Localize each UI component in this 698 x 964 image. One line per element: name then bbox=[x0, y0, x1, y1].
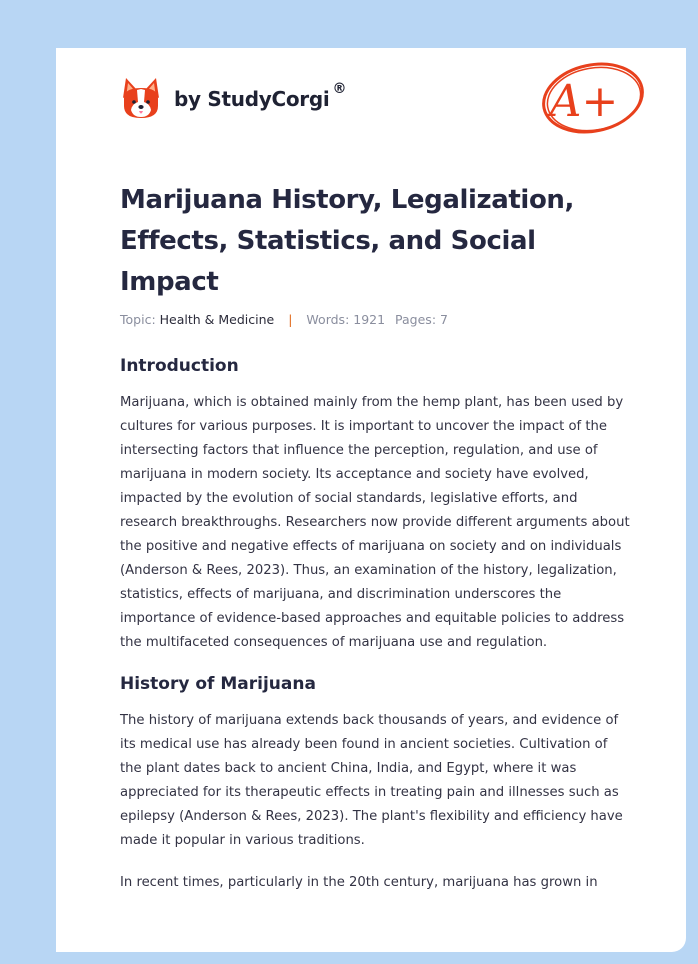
document-page bbox=[56, 48, 686, 952]
paragraph: Marijuana, which is obtained mainly from the hemp plant, has been used by cultures for various purposes. It is important to uncover the impact of the intersecting factors that influence the perception, regulation, and use of marijuana in modern society. Its acceptance and society have evolved, impacted by the evolution of social standards, legislative efforts, and research breakthroughs. Researchers now provide different arguments about the positive and negative effects of marijuana on society and on individuals (Anderson & Rees, 2023). Thus, an examination of the history, legalization, statistics, effects of marijuana, and discrimination underscores the importance of evidence-based approaches and equitable policies to address the multifaceted consequences of marijuana use and regulation. bbox=[120, 395, 630, 650]
grade-text: A+ bbox=[549, 76, 619, 127]
document-body bbox=[120, 354, 630, 895]
meta-separator: | bbox=[288, 312, 293, 327]
brand-header[interactable] bbox=[120, 76, 346, 122]
section-heading-introduction: Introduction bbox=[120, 356, 239, 376]
word-count: Words: 1921 bbox=[306, 312, 386, 327]
topic-label: Topic: bbox=[120, 312, 156, 327]
brand-name: by StudyCorgi ® bbox=[174, 81, 347, 111]
corgi-icon bbox=[120, 76, 162, 122]
paragraph: In recent times, particularly in the 20th century, marijuana has grown in bbox=[120, 875, 598, 890]
topic-link[interactable]: Health & Medicine bbox=[159, 312, 275, 327]
page-count: Pages: 7 bbox=[395, 312, 448, 327]
document-meta bbox=[120, 312, 448, 327]
registered-mark: ® bbox=[332, 81, 347, 97]
paragraph: The history of marijuana extends back thousands of years, and evidence of its medical use has already been found in ancient societies. Cultivation of the plant dates back to ancient China, India, and Egypt, where it was appreciated for its therapeutic effects in treating pain and illnesses such as epilepsy (Anderson & Rees, 2023). The plant's flexibility and efficiency have made it popular in various traditions. bbox=[120, 713, 623, 848]
grade-badge-icon bbox=[538, 58, 648, 138]
section-heading-history: History of Marijuana bbox=[120, 674, 316, 694]
document-title: Marijuana History, Legalization, Effects, Statistics, and Social Impact bbox=[120, 185, 574, 297]
